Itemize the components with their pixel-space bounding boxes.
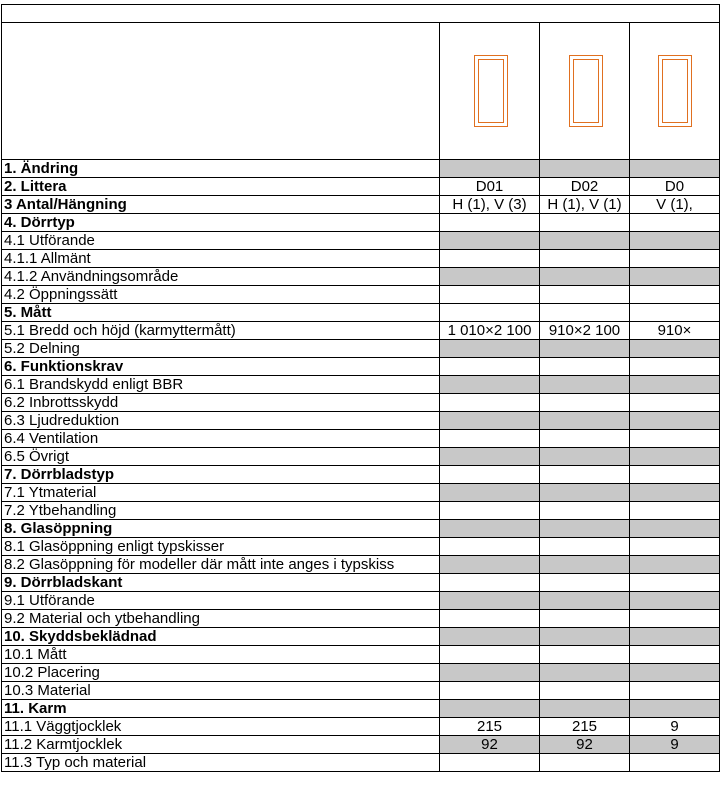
schedule-row bbox=[2, 610, 720, 628]
door-sketch-cell-d02 bbox=[540, 23, 630, 160]
cell-1 bbox=[440, 250, 540, 268]
cell-2 bbox=[540, 592, 630, 610]
cell-1 bbox=[440, 520, 540, 538]
row-label: 10.1 Mått bbox=[2, 646, 440, 664]
schedule-row bbox=[2, 538, 720, 556]
door-sketch-row bbox=[2, 23, 720, 160]
row-label: 10.3 Material bbox=[2, 682, 440, 700]
cell-2 bbox=[540, 214, 630, 232]
row-label: 11.1 Väggtjocklek bbox=[2, 718, 440, 736]
cell-3 bbox=[630, 232, 720, 250]
schedule-row bbox=[2, 448, 720, 466]
schedule-row bbox=[2, 502, 720, 520]
cell-1: 215 bbox=[440, 718, 540, 736]
row-label: 6.4 Ventilation bbox=[2, 430, 440, 448]
cell-1: H (1), V (3) bbox=[440, 196, 540, 214]
schedule-row bbox=[2, 754, 720, 772]
cell-1 bbox=[440, 160, 540, 178]
schedule-row bbox=[2, 682, 720, 700]
schedule-row bbox=[2, 268, 720, 286]
cell-2 bbox=[540, 664, 630, 682]
door-schedule-table bbox=[1, 4, 720, 772]
cell-3 bbox=[630, 268, 720, 286]
cell-2 bbox=[540, 484, 630, 502]
cell-3 bbox=[630, 250, 720, 268]
door-sketch-icon bbox=[658, 55, 692, 127]
cell-1 bbox=[440, 538, 540, 556]
cell-3 bbox=[630, 682, 720, 700]
cell-2: D02 bbox=[540, 178, 630, 196]
schedule-row bbox=[2, 160, 720, 178]
cell-1 bbox=[440, 412, 540, 430]
cell-2 bbox=[540, 520, 630, 538]
cell-2: 910×2 100 bbox=[540, 322, 630, 340]
cell-2 bbox=[540, 430, 630, 448]
cell-1: 1 010×2 100 bbox=[440, 322, 540, 340]
cell-1: 92 bbox=[440, 736, 540, 754]
cell-3: D0 bbox=[630, 178, 720, 196]
row-label: 4. Dörrtyp bbox=[2, 214, 440, 232]
cell-3 bbox=[630, 286, 720, 304]
cell-3 bbox=[630, 646, 720, 664]
cell-3 bbox=[630, 628, 720, 646]
cell-2 bbox=[540, 466, 630, 484]
cell-2 bbox=[540, 754, 630, 772]
cell-1 bbox=[440, 574, 540, 592]
row-label: 8. Glasöppning bbox=[2, 520, 440, 538]
row-label: 11.2 Karmtjocklek bbox=[2, 736, 440, 754]
cell-2 bbox=[540, 286, 630, 304]
door-sketch-cell-d03 bbox=[630, 23, 720, 160]
cell-3 bbox=[630, 754, 720, 772]
schedule-row bbox=[2, 178, 720, 196]
cell-1 bbox=[440, 448, 540, 466]
row-label: 11. Karm bbox=[2, 700, 440, 718]
cell-3 bbox=[630, 160, 720, 178]
cell-3 bbox=[630, 394, 720, 412]
cell-2 bbox=[540, 610, 630, 628]
schedule-row bbox=[2, 394, 720, 412]
cell-1 bbox=[440, 214, 540, 232]
schedule-row bbox=[2, 304, 720, 322]
cell-1 bbox=[440, 484, 540, 502]
cell-3 bbox=[630, 574, 720, 592]
row-label: 5.1 Bredd och höjd (karmyttermått) bbox=[2, 322, 440, 340]
cell-2 bbox=[540, 160, 630, 178]
cell-2 bbox=[540, 376, 630, 394]
cell-2 bbox=[540, 628, 630, 646]
cell-2 bbox=[540, 502, 630, 520]
cell-1 bbox=[440, 700, 540, 718]
cell-3 bbox=[630, 466, 720, 484]
cell-3 bbox=[630, 592, 720, 610]
schedule-row bbox=[2, 736, 720, 754]
cell-3 bbox=[630, 376, 720, 394]
schedule-row bbox=[2, 358, 720, 376]
cell-3: 910× bbox=[630, 322, 720, 340]
cell-2 bbox=[540, 340, 630, 358]
header-blank-cell bbox=[2, 5, 720, 23]
schedule-row bbox=[2, 556, 720, 574]
cell-1 bbox=[440, 646, 540, 664]
row-label: 6.2 Inbrottsskydd bbox=[2, 394, 440, 412]
schedule-row bbox=[2, 592, 720, 610]
cell-2 bbox=[540, 250, 630, 268]
cell-2 bbox=[540, 268, 630, 286]
cell-1 bbox=[440, 466, 540, 484]
row-label: 4.2 Öppningssätt bbox=[2, 286, 440, 304]
row-label: 4.1 Utförande bbox=[2, 232, 440, 250]
cell-2 bbox=[540, 232, 630, 250]
cell-1 bbox=[440, 556, 540, 574]
header-blank-row bbox=[2, 5, 720, 23]
row-label: 3 Antal/Hängning bbox=[2, 196, 440, 214]
cell-3 bbox=[630, 412, 720, 430]
cell-1 bbox=[440, 664, 540, 682]
schedule-row bbox=[2, 286, 720, 304]
row-label: 7.2 Ytbehandling bbox=[2, 502, 440, 520]
row-label: 10. Skyddsbeklädnad bbox=[2, 628, 440, 646]
row-label: 6.1 Brandskydd enligt BBR bbox=[2, 376, 440, 394]
row-label: 10.2 Placering bbox=[2, 664, 440, 682]
cell-1: D01 bbox=[440, 178, 540, 196]
schedule-row bbox=[2, 520, 720, 538]
cell-3 bbox=[630, 610, 720, 628]
schedule-row bbox=[2, 376, 720, 394]
cell-2: 215 bbox=[540, 718, 630, 736]
row-label: 8.1 Glasöppning enligt typskisser bbox=[2, 538, 440, 556]
cell-2 bbox=[540, 700, 630, 718]
schedule-row bbox=[2, 646, 720, 664]
cell-3: V (1), bbox=[630, 196, 720, 214]
schedule-row bbox=[2, 250, 720, 268]
row-label: 6.5 Övrigt bbox=[2, 448, 440, 466]
schedule-row bbox=[2, 214, 720, 232]
cell-2 bbox=[540, 646, 630, 664]
schedule-row bbox=[2, 574, 720, 592]
schedule-row bbox=[2, 430, 720, 448]
cell-1 bbox=[440, 592, 540, 610]
cell-1 bbox=[440, 232, 540, 250]
cell-1 bbox=[440, 430, 540, 448]
row-label: 9. Dörrbladskant bbox=[2, 574, 440, 592]
cell-1 bbox=[440, 304, 540, 322]
cell-2 bbox=[540, 556, 630, 574]
cell-1 bbox=[440, 376, 540, 394]
row-label: 4.1.1 Allmänt bbox=[2, 250, 440, 268]
door-sketch-icon bbox=[569, 55, 603, 127]
schedule-row bbox=[2, 700, 720, 718]
row-label: 4.1.2 Användningsområde bbox=[2, 268, 440, 286]
cell-2 bbox=[540, 448, 630, 466]
row-label: 9.1 Utförande bbox=[2, 592, 440, 610]
cell-3 bbox=[630, 664, 720, 682]
schedule-row bbox=[2, 232, 720, 250]
door-sketch-icon bbox=[474, 55, 508, 127]
cell-3 bbox=[630, 700, 720, 718]
cell-3 bbox=[630, 304, 720, 322]
schedule-row bbox=[2, 484, 720, 502]
cell-1 bbox=[440, 754, 540, 772]
schedule-row bbox=[2, 196, 720, 214]
door-sketch-cell-d01 bbox=[440, 23, 540, 160]
row-label: 9.2 Material och ytbehandling bbox=[2, 610, 440, 628]
schedule-row bbox=[2, 628, 720, 646]
row-label: 5. Mått bbox=[2, 304, 440, 322]
cell-3 bbox=[630, 448, 720, 466]
row-label: 7. Dörrbladstyp bbox=[2, 466, 440, 484]
row-label: 7.1 Ytmaterial bbox=[2, 484, 440, 502]
cell-2 bbox=[540, 538, 630, 556]
schedule-row bbox=[2, 412, 720, 430]
cell-1 bbox=[440, 628, 540, 646]
cell-3 bbox=[630, 214, 720, 232]
row-label: 6. Funktionskrav bbox=[2, 358, 440, 376]
cell-3 bbox=[630, 556, 720, 574]
row-label: 2. Littera bbox=[2, 178, 440, 196]
cell-3 bbox=[630, 502, 720, 520]
cell-3: 9 bbox=[630, 718, 720, 736]
cell-3 bbox=[630, 520, 720, 538]
cell-2: 92 bbox=[540, 736, 630, 754]
row-label: 5.2 Delning bbox=[2, 340, 440, 358]
cell-2 bbox=[540, 304, 630, 322]
schedule-row bbox=[2, 664, 720, 682]
cell-3 bbox=[630, 340, 720, 358]
cell-1 bbox=[440, 610, 540, 628]
cell-2 bbox=[540, 412, 630, 430]
cell-1 bbox=[440, 340, 540, 358]
cell-3 bbox=[630, 430, 720, 448]
row-label: 11.3 Typ och material bbox=[2, 754, 440, 772]
row-label: 1. Ändring bbox=[2, 160, 440, 178]
cell-3 bbox=[630, 484, 720, 502]
cell-2 bbox=[540, 682, 630, 700]
row-label: 6.3 Ljudreduktion bbox=[2, 412, 440, 430]
cell-3 bbox=[630, 358, 720, 376]
row-label: 8.2 Glasöppning för modeller där mått inte anges i typskiss bbox=[2, 556, 440, 574]
schedule-row bbox=[2, 322, 720, 340]
schedule-row bbox=[2, 466, 720, 484]
cell-1 bbox=[440, 394, 540, 412]
cell-2 bbox=[540, 394, 630, 412]
cell-1 bbox=[440, 358, 540, 376]
cell-1 bbox=[440, 286, 540, 304]
schedule-row bbox=[2, 340, 720, 358]
cell-3: 9 bbox=[630, 736, 720, 754]
schedule-row bbox=[2, 718, 720, 736]
cell-1 bbox=[440, 682, 540, 700]
door-sketch-label-cell bbox=[2, 23, 440, 160]
cell-3 bbox=[630, 538, 720, 556]
cell-1 bbox=[440, 268, 540, 286]
cell-1 bbox=[440, 502, 540, 520]
cell-2: H (1), V (1) bbox=[540, 196, 630, 214]
cell-2 bbox=[540, 358, 630, 376]
cell-2 bbox=[540, 574, 630, 592]
